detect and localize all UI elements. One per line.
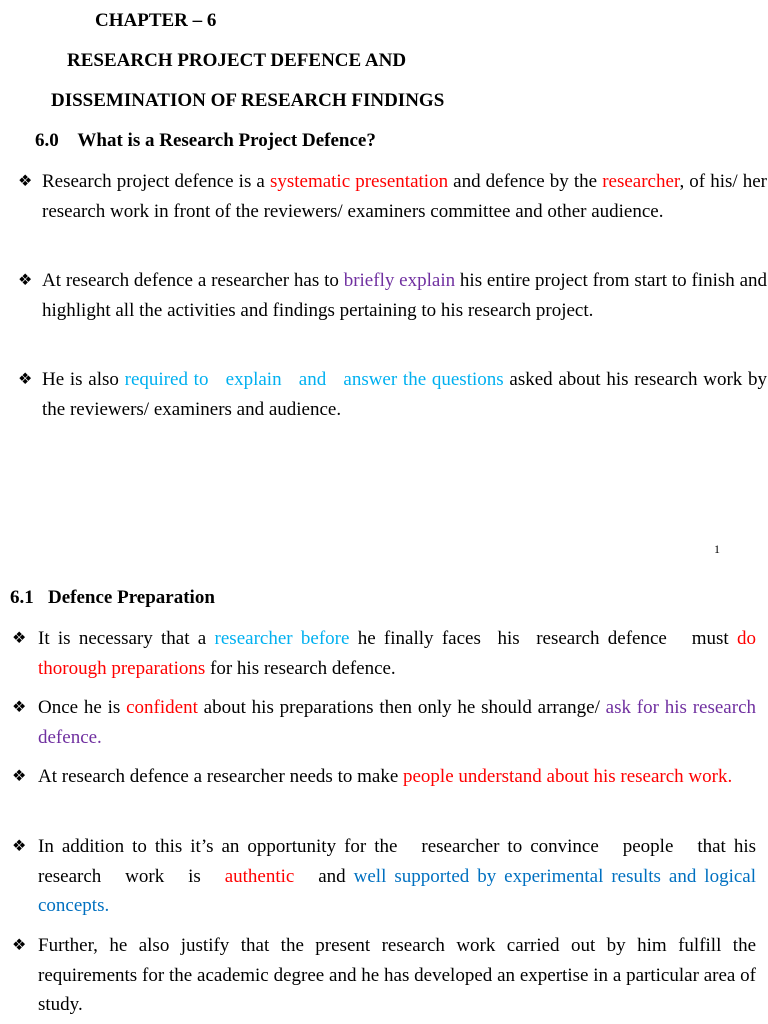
four-diamond-bullet-icon: ❖ bbox=[12, 630, 27, 647]
list-item-text bbox=[42, 167, 767, 226]
text-run: asked about his research work by the reviewers/ examiners and audience. bbox=[42, 369, 768, 420]
list-item-text bbox=[38, 624, 761, 683]
list-item bbox=[12, 693, 761, 753]
highlighted-phrase: researcher before bbox=[214, 628, 350, 649]
list-item bbox=[18, 167, 767, 257]
text-run: , of his/ her research work in front of the reviewers/ examiners committee and other audience. bbox=[42, 171, 767, 222]
text-run: and bbox=[294, 865, 354, 887]
section-6-0-heading: 6.0 What is a Research Project Defence? bbox=[35, 130, 376, 151]
highlighted-phrase: well supported by experimental results and logical concepts. bbox=[38, 865, 761, 916]
list-item bbox=[12, 931, 761, 1021]
chapter-title-line-2: DISSEMINATION OF RESEARCH FINDINGS bbox=[51, 90, 445, 111]
four-diamond-bullet-icon: ❖ bbox=[18, 272, 33, 289]
chapter-title-line-1: RESEARCH PROJECT DEFENCE AND bbox=[67, 50, 407, 71]
list-item bbox=[18, 365, 767, 425]
list-item-text bbox=[42, 266, 767, 325]
highlighted-phrase: confident bbox=[126, 697, 198, 718]
text-run: Research project defence is a bbox=[42, 171, 270, 192]
list-item-text bbox=[42, 365, 767, 424]
page-number: 1 bbox=[714, 542, 720, 556]
list-item bbox=[18, 266, 767, 356]
highlighted-phrase: do thorough preparations bbox=[38, 628, 761, 679]
highlighted-phrase: researcher bbox=[602, 171, 680, 192]
text-run: At research defence a researcher has to bbox=[42, 270, 344, 291]
text-run: and defence by the bbox=[448, 171, 603, 192]
highlighted-phrase: required to explain and answer the questions bbox=[124, 369, 504, 390]
four-diamond-bullet-icon: ❖ bbox=[18, 173, 33, 190]
highlighted-phrase: authentic bbox=[224, 865, 295, 887]
text-run: It is necessary that a bbox=[38, 628, 215, 649]
text-run: In addition to this it’s an opportunity for the researcher to convince people that his research work is bbox=[38, 836, 761, 887]
text-run: At research defence a researcher needs to make bbox=[38, 766, 403, 787]
four-diamond-bullet-icon: ❖ bbox=[12, 937, 27, 954]
text-run: He is also bbox=[42, 369, 125, 390]
list-item-text bbox=[38, 762, 756, 792]
four-diamond-bullet-icon: ❖ bbox=[12, 699, 27, 716]
highlighted-phrase: ask for his research defence. bbox=[38, 697, 761, 748]
text-run: he finally faces his research defence must bbox=[349, 628, 737, 649]
text-run: for his research defence. bbox=[205, 657, 396, 679]
list-item bbox=[12, 762, 756, 822]
section-6-1-heading: 6.1 Defence Preparation bbox=[10, 587, 215, 608]
highlighted-phrase: briefly explain bbox=[343, 270, 456, 291]
four-diamond-bullet-icon: ❖ bbox=[18, 371, 33, 388]
list-item bbox=[12, 832, 761, 922]
text-run: about his preparations then only he should arrange/ bbox=[197, 697, 606, 718]
chapter-number: CHAPTER – 6 bbox=[95, 10, 217, 31]
list-item-text bbox=[38, 693, 761, 752]
four-diamond-bullet-icon: ❖ bbox=[12, 838, 27, 855]
list-item-text bbox=[38, 931, 761, 1020]
text-run: Further, he also justify that the present research work carried out by him fulfill the requirements for the academic degree and he has developed an expertise in a particular area of study. bbox=[38, 935, 761, 1015]
highlighted-phrase: systematic presentation bbox=[269, 171, 449, 192]
four-diamond-bullet-icon: ❖ bbox=[12, 768, 27, 785]
list-item-text bbox=[38, 832, 761, 921]
list-item bbox=[12, 624, 761, 684]
highlighted-phrase: people understand about his research work. bbox=[403, 766, 733, 787]
text-run: his entire project from start to finish and highlight all the activities and findings pertaining to his research project. bbox=[42, 270, 768, 321]
text-run: Once he is bbox=[38, 697, 127, 718]
